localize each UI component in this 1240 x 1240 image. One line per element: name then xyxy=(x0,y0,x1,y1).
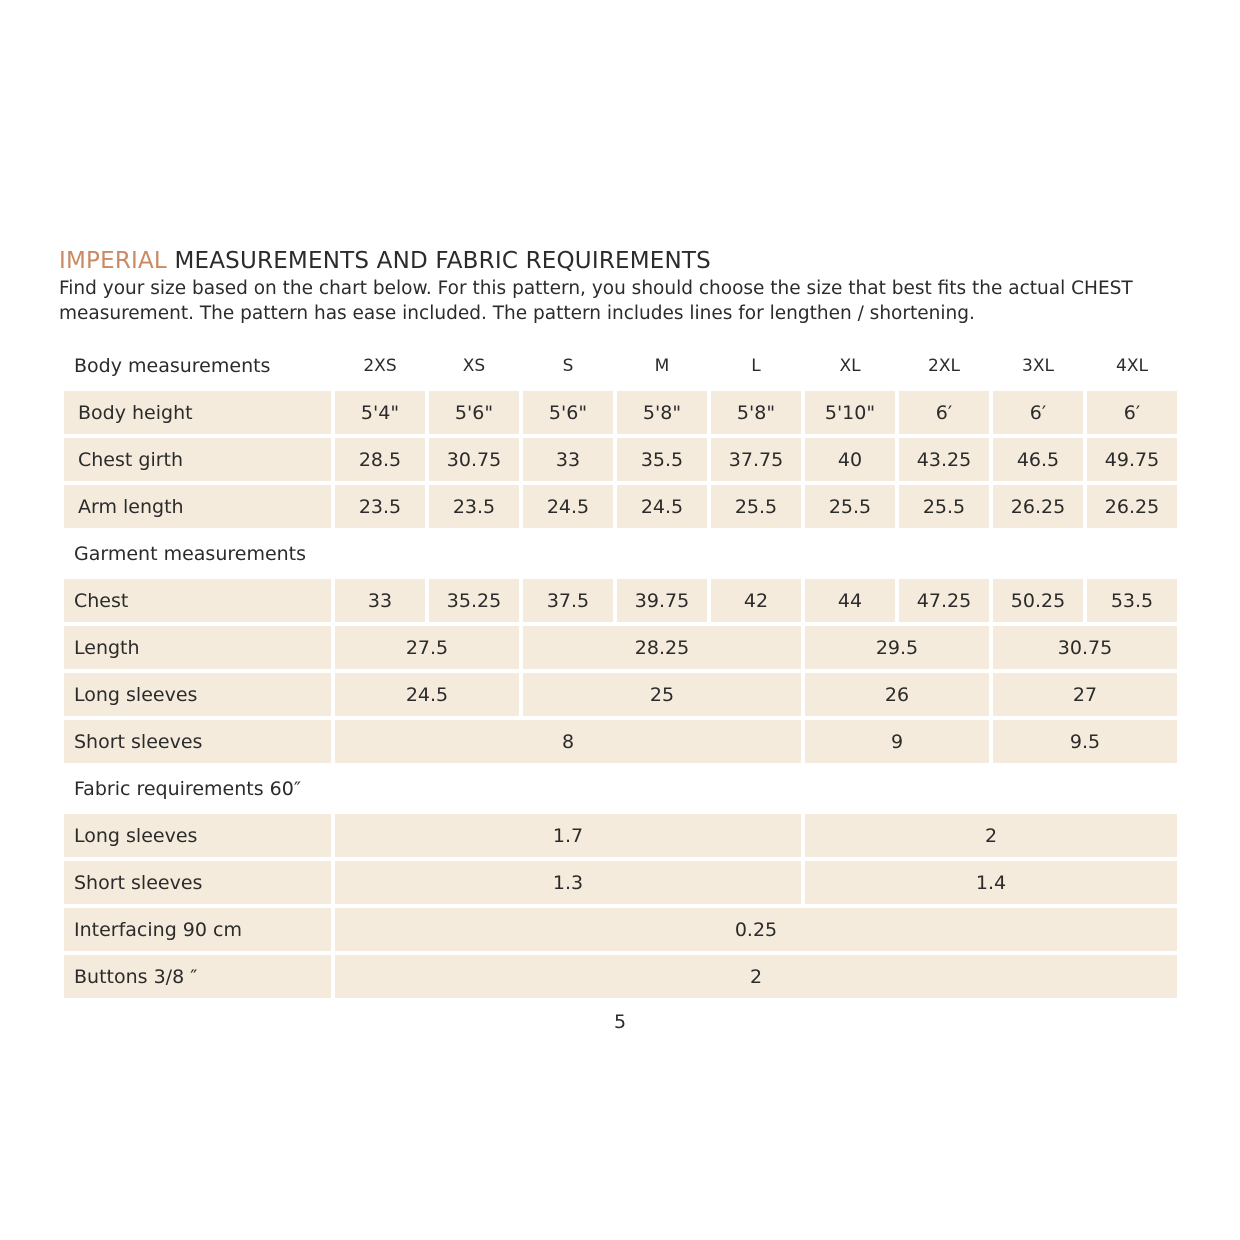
size-chart-table xyxy=(64,344,1177,998)
table-cell: 25.5 xyxy=(805,485,895,528)
size-header: L xyxy=(751,355,761,376)
row-label-interfacing: Interfacing 90 cm xyxy=(64,908,331,951)
table-cell: 1.3 xyxy=(335,861,801,904)
table-cell: 5'8" xyxy=(617,391,707,434)
row-label-body-height: Body height xyxy=(64,391,331,434)
intro-paragraph: Find your size based on the chart below. For this pattern, you should choose the size that best fits the actual CHEST measurement. The pattern has ease included. The pattern includes lines for lengthen / shortening. xyxy=(59,278,1133,324)
table-cell: 26 xyxy=(805,673,989,716)
section-heading-body: Body measurements xyxy=(74,354,271,377)
size-header: 2XS xyxy=(363,355,397,376)
table-cell: 50.25 xyxy=(993,579,1083,622)
section-heading-garment: Garment measurements xyxy=(74,542,307,565)
table-cell: 39.75 xyxy=(617,579,707,622)
title-accent: IMPERIAL xyxy=(59,248,167,274)
table-cell: 24.5 xyxy=(617,485,707,528)
table-cell: 6′ xyxy=(993,391,1083,434)
table-cell: 33 xyxy=(335,579,425,622)
table-cell: 25 xyxy=(523,673,801,716)
table-cell: 49.75 xyxy=(1087,438,1177,481)
table-cell: 5'8" xyxy=(711,391,801,434)
table-cell: 2 xyxy=(805,814,1177,857)
table-cell: 37.5 xyxy=(523,579,613,622)
page-title xyxy=(59,248,711,274)
table-cell: 30.75 xyxy=(429,438,519,481)
table-cell: 35.5 xyxy=(617,438,707,481)
size-header: XS xyxy=(462,355,486,376)
section-heading-fabric: Fabric requirements 60″ xyxy=(74,777,301,800)
table-cell: 6′ xyxy=(899,391,989,434)
table-cell: 6′ xyxy=(1087,391,1177,434)
row-label-fabric-short-sleeves: Short sleeves xyxy=(64,861,331,904)
table-cell: 43.25 xyxy=(899,438,989,481)
table-cell: 28.25 xyxy=(523,626,801,669)
table-cell: 46.5 xyxy=(993,438,1083,481)
row-label-chest-girth: Chest girth xyxy=(64,438,331,481)
table-cell: 33 xyxy=(523,438,613,481)
table-cell: 5'6" xyxy=(523,391,613,434)
table-cell: 24.5 xyxy=(335,673,519,716)
table-cell: 44 xyxy=(805,579,895,622)
table-cell: 28.5 xyxy=(335,438,425,481)
table-cell: 5'10" xyxy=(805,391,895,434)
table-cell: 53.5 xyxy=(1087,579,1177,622)
table-cell: 42 xyxy=(711,579,801,622)
row-label-length: Length xyxy=(64,626,331,669)
table-cell: 1.4 xyxy=(805,861,1177,904)
table-cell: 5'6" xyxy=(429,391,519,434)
size-header: 3XL xyxy=(1022,355,1054,376)
table-cell: 25.5 xyxy=(899,485,989,528)
row-label-fabric-long-sleeves: Long sleeves xyxy=(64,814,331,857)
table-cell: 29.5 xyxy=(805,626,989,669)
table-cell: 5'4" xyxy=(335,391,425,434)
table-cell: 26.25 xyxy=(993,485,1083,528)
table-cell: 9 xyxy=(805,720,989,763)
row-label-short-sleeves: Short sleeves xyxy=(64,720,331,763)
title-text: MEASUREMENTS AND FABRIC REQUIREMENTS xyxy=(174,248,711,274)
table-cell: 37.75 xyxy=(711,438,801,481)
table-cell: 47.25 xyxy=(899,579,989,622)
table-cell: 23.5 xyxy=(429,485,519,528)
size-header: XL xyxy=(839,355,861,376)
size-header: 4XL xyxy=(1116,355,1148,376)
row-label-arm-length: Arm length xyxy=(64,485,331,528)
page-number: 5 xyxy=(613,1011,627,1033)
table-cell: 40 xyxy=(805,438,895,481)
table-cell: 2 xyxy=(335,955,1177,998)
table-cell: 23.5 xyxy=(335,485,425,528)
row-label-chest: Chest xyxy=(64,579,331,622)
table-cell: 27.5 xyxy=(335,626,519,669)
table-cell: 35.25 xyxy=(429,579,519,622)
row-label-buttons: Buttons 3/8 ″ xyxy=(64,955,331,998)
table-cell: 1.7 xyxy=(335,814,801,857)
size-header: 2XL xyxy=(928,355,960,376)
size-header: S xyxy=(562,355,574,376)
table-cell: 26.25 xyxy=(1087,485,1177,528)
table-cell: 9.5 xyxy=(993,720,1177,763)
table-cell: 24.5 xyxy=(523,485,613,528)
table-cell: 27 xyxy=(993,673,1177,716)
table-cell: 25.5 xyxy=(711,485,801,528)
table-cell: 0.25 xyxy=(335,908,1177,951)
table-cell: 30.75 xyxy=(993,626,1177,669)
table-cell: 8 xyxy=(335,720,801,763)
size-header: M xyxy=(654,355,670,376)
row-label-long-sleeves: Long sleeves xyxy=(64,673,331,716)
